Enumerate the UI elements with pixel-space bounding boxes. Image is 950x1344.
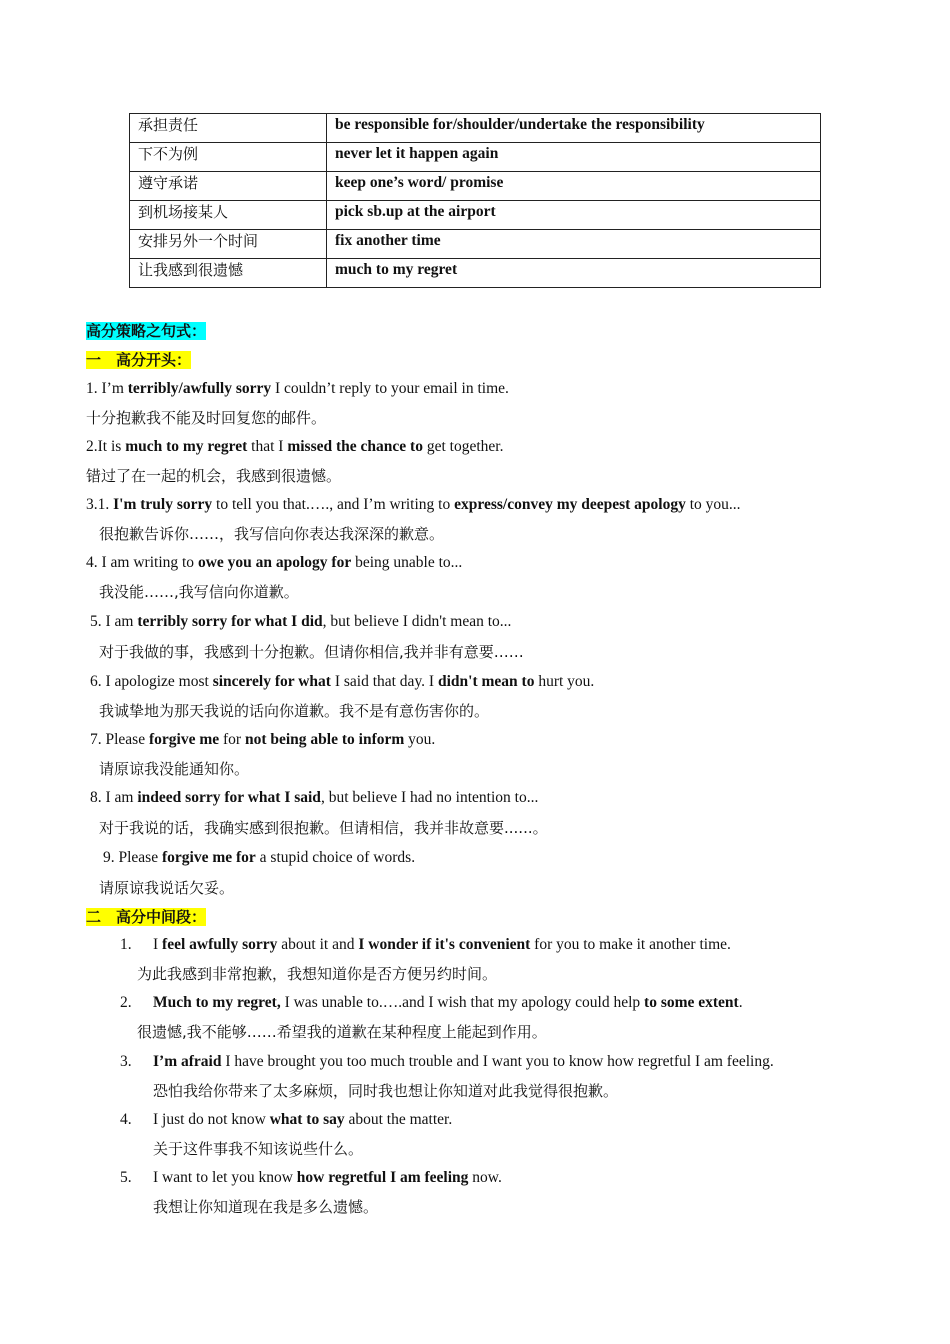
table-row: [130, 201, 821, 230]
opening-item-9: 9. Please forgive me for a stupid choice of words.: [103, 849, 416, 866]
opening-item-6: 6. I apologize most sincerely for what I said that day. I didn't mean to hurt you.: [90, 673, 595, 690]
middle-item-2-translation: 很遗憾,我不能够……希望我的道歉在某种程度上能起到作用。: [137, 1023, 547, 1041]
opening-item-1: 1. I’m terribly/awfully sorry I couldn’t reply to your email in time.: [86, 380, 509, 397]
table-cell-english: never let it happen again: [327, 143, 821, 172]
middle-item-2-number: 2.: [120, 994, 132, 1011]
table-cell-chinese: 让我感到很遗憾: [130, 259, 327, 288]
table-row: [130, 143, 821, 172]
table-cell-english: keep one’s word/ promise: [327, 172, 821, 201]
middle-item-5-number: 5.: [120, 1169, 132, 1186]
middle-item-1: I feel awfully sorry about it and I wonder if it's convenient for you to make it another time.: [153, 936, 731, 953]
middle-item-2: Much to my regret, I was unable to.….and I wish that my apology could help to some extent.: [153, 994, 743, 1011]
opening-item-3: 3.1. I'm truly sorry to tell you that.…., and I’m writing to express/convey my deepest apology to you...: [86, 496, 741, 513]
table-cell-english: much to my regret: [327, 259, 821, 288]
middle-item-1-translation: 为此我感到非常抱歉，我想知道你是否方便另约时间。: [137, 965, 498, 983]
middle-item-3-number: 3.: [120, 1053, 132, 1070]
opening-item-7: 7. Please forgive me for not being able to inform you.: [90, 731, 436, 748]
opening-item-5: 5. I am terribly sorry for what I did, but believe I didn't mean to...: [90, 613, 512, 630]
opening-item-5-translation: 对于我做的事，我感到十分抱歉。但请你相信,我并非有意要……: [99, 643, 524, 661]
opening-item-1-translation: 十分抱歉我不能及时回复您的邮件。: [86, 409, 327, 427]
table-cell-chinese: 安排另外一个时间: [130, 230, 327, 259]
table-cell-chinese: 下不为例: [130, 143, 327, 172]
opening-item-2: 2.It is much to my regret that I missed the chance to get together.: [86, 438, 504, 455]
opening-item-7-translation: 请原谅我没能通知你。: [99, 760, 250, 778]
middle-item-3: I’m afraid I have brought you too much trouble and I want you to know how regretful I am feeling.: [153, 1053, 774, 1070]
table-row: [130, 230, 821, 259]
table-row: [130, 114, 821, 143]
opening-item-9-translation: 请原谅我说话欠妥。: [99, 879, 235, 897]
middle-item-1-number: 1.: [120, 936, 132, 953]
middle-item-3-translation: 恐怕我给你带来了太多麻烦，同时我也想让你知道对此我觉得很抱歉。: [153, 1082, 619, 1100]
opening-item-8-translation: 对于我说的话，我确实感到很抱歉。但请相信，我并非故意要......。: [99, 819, 548, 837]
table-cell-chinese: 到机场接某人: [130, 201, 327, 230]
table-cell-english: be responsible for/shoulder/undertake the responsibility: [327, 114, 821, 143]
section-heading-main: 高分策略之句式：: [86, 322, 207, 340]
table-cell-english: fix another time: [327, 230, 821, 259]
table-cell-chinese: 遵守承诺: [130, 172, 327, 201]
section-heading-opening: 一 高分开头：: [86, 351, 192, 369]
table-cell-english: pick sb.up at the airport: [327, 201, 821, 230]
table-row: [130, 172, 821, 201]
middle-item-4: I just do not know what to say about the matter.: [153, 1111, 453, 1128]
opening-item-4: 4. I am writing to owe you an apology for being unable to...: [86, 554, 463, 571]
opening-item-6-translation: 我诚挚地为那天我说的话向你道歉。我不是有意伤害你的。: [99, 702, 490, 720]
middle-item-4-number: 4.: [120, 1111, 132, 1128]
table-row: [130, 259, 821, 288]
middle-item-4-translation: 关于这件事我不知该说些什么。: [153, 1140, 364, 1158]
table-cell-chinese: 承担责任: [130, 114, 327, 143]
middle-item-5-translation: 我想让你知道现在我是多么遗憾。: [153, 1198, 379, 1216]
opening-item-8: 8. I am indeed sorry for what I said, but believe I had no intention to...: [90, 789, 539, 806]
opening-item-4-translation: 我没能……,我写信向你道歉。: [99, 583, 299, 601]
vocabulary-table: [129, 113, 821, 288]
section-heading-middle: 二 高分中间段：: [86, 908, 207, 926]
opening-item-3-translation: 很抱歉告诉你……，我写信向你表达我深深的歉意。: [99, 525, 445, 543]
opening-item-2-translation: 错过了在一起的机会，我感到很遗憾。: [86, 467, 342, 485]
middle-item-5: I want to let you know how regretful I am feeling now.: [153, 1169, 502, 1186]
